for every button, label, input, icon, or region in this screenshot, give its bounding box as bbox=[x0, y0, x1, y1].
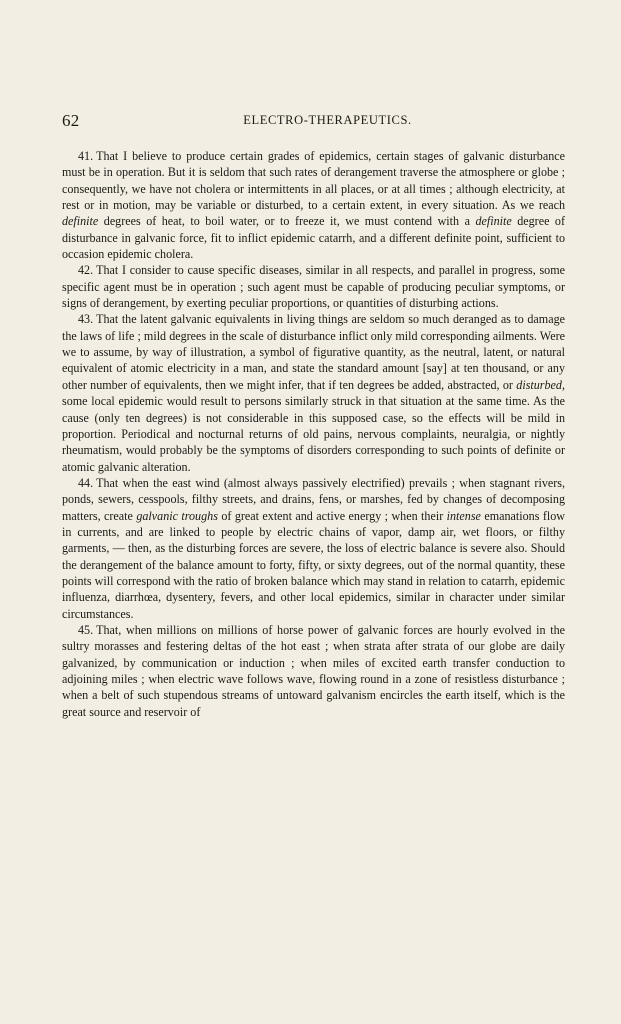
italic-text: disturbed, bbox=[516, 377, 565, 392]
paragraph-41 bbox=[62, 148, 565, 262]
paragraph-text: emanations flow in currents, and are linked to people by electric chains of vapor, damp air, wet floors, or filthy garments, — then, as the disturbing forces are severe, the loss of electric balance is severe also. Should the derangement of the balance amount to forty, fifty, or sixty degrees, out of the normal quantity, these points will correspond with the ratio of broken balance which may stand in relation to catarrh, epidemic influenza, diarrhœa, dysentery, fevers, and other local epidemics, similar in character under similar circumstances. bbox=[62, 508, 565, 621]
paragraph-42 bbox=[62, 262, 565, 311]
paragraph-text: That the latent galvanic equivalents in living things are seldom so much deranged as to damage the laws of life ; mild degrees in the scale of disturbance inflict only mild corresponding ailments. Were we to assume, by way of illustration, a symbol of figurative quantity, as the neutral, latent, or natural equivalent of atomic electricity in a man, and state the standard amount [say] at ten thousand, or any other number of equivalents, then we might infer, that if ten degrees be added, abstracted, or bbox=[62, 312, 565, 392]
paragraph-number: 44. bbox=[78, 475, 94, 490]
body-text bbox=[62, 148, 565, 720]
paragraph-text: That, when millions on millions of horse power of galvanic forces are hourly evolved in the sultry morasses and festering deltas of the hot east ; when strata after strata of our globe are daily galvanized, by communication or induction ; when miles of excited earth transfer conduction to adjoining miles ; when electric wave follows wave, flowing round in a zone of resistless disturbance ; when a belt of such stupendous streams of untoward galvanism encircles the earth itself, which is the great source and reservoir of bbox=[62, 622, 565, 719]
paragraph-44 bbox=[62, 475, 565, 622]
italic-text: intense bbox=[446, 508, 481, 523]
paragraph-text: some local epidemic would result to persons similarly struck in that situation at the same time. As the cause (only ten degrees) is not considerable in this supposed case, so the effects will be mild in proportion. Periodical and nocturnal returns of old pains, nervous complaints, neuralgia, or nightly rheumatism, would probably be the symptoms of disorders corresponding to such points of definite or atomic galvanic alteration. bbox=[62, 394, 565, 474]
paragraph-text: degree of disturbance in galvanic force, fit to inflict epidemic catarrh, and a different definite point, sufficient to occasion epidemic cholera. bbox=[62, 214, 565, 262]
running-head: ELECTRO-THERAPEUTICS. bbox=[243, 113, 412, 127]
paragraph-text: of great extent and active energy ; when their bbox=[217, 508, 447, 523]
paragraph-text: That I believe to produce certain grades of epidemics, certain stages of galvanic disturbance must be in operation. But it is seldom that such rates of derangement traverse the atmosphere or globe ; consequently, we have not cholera or intermittents in all places, or at all times ; although electricity, at rest or in motion, may be variable or disturbed, to a certain extent, in every situation. As we reach bbox=[62, 149, 565, 213]
page-number: 62 bbox=[62, 111, 80, 130]
italic-text: definite bbox=[62, 214, 99, 229]
paragraph-number: 45. bbox=[78, 622, 94, 637]
paragraph-43 bbox=[62, 311, 565, 474]
paragraph-number: 41. bbox=[78, 149, 94, 163]
italic-text: galvanic troughs bbox=[136, 508, 218, 523]
paragraph-text: That I consider to cause specific diseases, similar in all respects, and parallel in progress, some specific agent must be in operation ; such agent must be capable of producing peculiar symptoms, or signs of derangement, by exerting peculiar proportions, or quantities of disturbing actions. bbox=[62, 263, 565, 311]
paragraph-45 bbox=[62, 622, 565, 720]
paragraph-text: degrees of heat, to boil water, or to freeze it, we must contend with a bbox=[98, 214, 476, 229]
paragraph-text: That when the east wind (almost always passively electrified) prevails ; when stagnant rivers, ponds, sewers, cesspools, filthy streets, and drains, fens, or marshes, fed by changes of decomposing matters, create bbox=[62, 475, 565, 523]
page-header bbox=[62, 111, 573, 131]
italic-text: definite bbox=[475, 214, 512, 229]
paragraph-number: 43. bbox=[78, 312, 94, 327]
paragraph-number: 42. bbox=[78, 263, 94, 278]
